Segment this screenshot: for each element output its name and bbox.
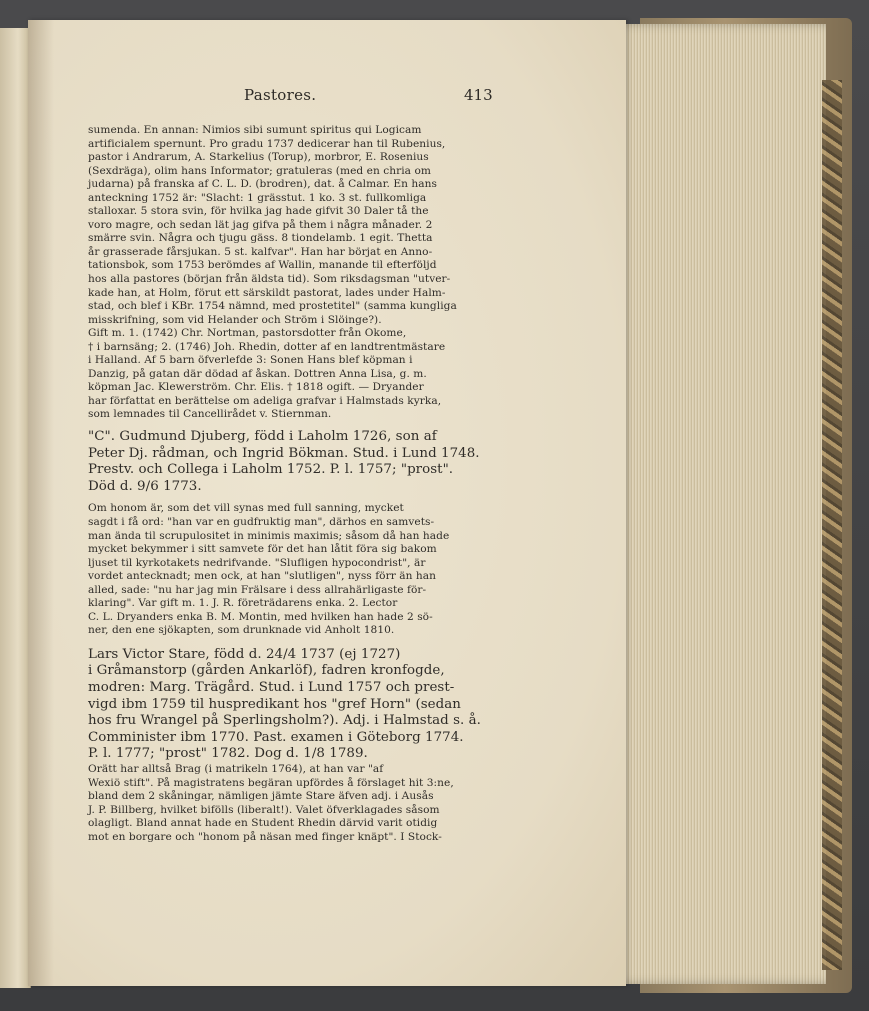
entry-line: hos fru Wrangel på Sperlingsholm?). Adj. i Halmstad s. å. xyxy=(88,713,481,729)
text-line: artificialem spernunt. Pro gradu 1737 dedicerar han til Rubenius, xyxy=(88,137,446,150)
text-line: sumenda. En annan: Nimios sibi sumunt spiritus qui Logicam xyxy=(88,124,422,136)
text-line: vordet antecknadt; men ock, at han "slutligen", nyss förr än han xyxy=(88,570,437,583)
paragraph-block-1 xyxy=(88,124,490,422)
entry-line: Död d. 9/6 1773. xyxy=(88,478,202,494)
text-line: alled, sade: "nu har jag min Frälsare i dess allrahärligaste för- xyxy=(88,583,427,596)
text-line: man ända til scrupulositet in minimis maximis; såsom då han hade xyxy=(88,529,450,542)
paragraph-block-5 xyxy=(88,763,490,844)
text-line: anteckning 1752 är: "Slacht: 1 grässtut. 1 ko. 3 st. fullkomliga xyxy=(88,191,427,204)
entry-line: vigd ibm 1759 til huspredikant hos "gref Horn" (sedan xyxy=(88,696,461,712)
page-number: 413 xyxy=(464,86,493,104)
text-line: judarna) på franska af C. L. D. (brodren), dat. å Calmar. En hans xyxy=(88,178,438,191)
entry-line: "C". Gudmund Djuberg, född i Laholm 1726, son af xyxy=(88,429,437,445)
running-head: Pastores. xyxy=(244,86,317,104)
text-line: mot en borgare och "honom på näsan med finger knäpt". I Stock- xyxy=(88,830,442,843)
marbled-edge xyxy=(822,80,842,970)
text-line: bland dem 2 skåningar, nämligen jämte Stare äfven adj. i Ausås xyxy=(88,790,434,803)
entry-line: modren: Marg. Trägård. Stud. i Lund 1757 och prest- xyxy=(88,680,455,696)
spacer xyxy=(88,422,490,429)
text-line: köpman Jac. Klewerström. Chr. Elis. † 1818 ogift. — Dryander xyxy=(88,381,424,394)
text-line: klaring". Var gift m. 1. J. R. företrädarens enka. 2. Lector xyxy=(88,597,398,610)
text-line: misskrifning, som vid Helander och Ström i Slöinge?). xyxy=(88,313,382,326)
spacer xyxy=(88,638,490,647)
page-text xyxy=(88,124,490,844)
text-line: Gift m. 1. (1742) Chr. Nortman, pastorsdotter från Okome, xyxy=(88,327,407,340)
entry-line: Prestv. och Collega i Laholm 1752. P. l. 1757; "prost". xyxy=(88,462,454,478)
text-line: år grasserade fårsjukan. 5 st. kalfvar". Han har börjat en Anno- xyxy=(88,245,433,258)
text-line: som lemnades til Cancellirådet v. Stiernman. xyxy=(88,408,332,421)
text-line: stalloxar. 5 stora svin, för hvilka jag hade gifvit 30 Daler tå the xyxy=(88,205,429,218)
entry-stare xyxy=(88,647,490,763)
entry-line: Peter Dj. rådman, och Ingrid Bökman. Stud. i Lund 1748. xyxy=(88,445,480,461)
text-line: sagdt i få ord: "han var en gudfruktig man", därhos en samvets- xyxy=(88,515,435,528)
entry-line: i Gråmanstorp (gården Ankarlöf), fadren kronfogde, xyxy=(88,663,445,679)
text-line: olagligt. Bland annat hade en Student Rhedin därvid varit otidig xyxy=(88,817,438,830)
entry-line: Comminister ibm 1770. Past. examen i Göteborg 1774. xyxy=(88,729,464,745)
text-line: har författat en berättelse om adeliga grafvar i Halmstads kyrka, xyxy=(88,394,442,407)
left-page-edge xyxy=(0,28,31,988)
text-line: kade han, at Holm, förut ett särskildt pastorat, lades under Halm- xyxy=(88,286,446,299)
text-line: C. L. Dryanders enka B. M. Montin, med hvilken han hade 2 sö- xyxy=(88,610,433,623)
text-line: hos alla pastores (början från äldsta tid). Som riksdagsman "utver- xyxy=(88,273,451,286)
entry-line: P. l. 1777; "prost" 1782. Dog d. 1/8 1789. xyxy=(88,746,368,762)
text-line: ljuset til kyrkotakets nedrifvande. "Slufligen hypocondrist", är xyxy=(88,556,426,569)
text-line: pastor i Andrarum, A. Starkelius (Torup), morbror, E. Rosenius xyxy=(88,151,429,164)
text-line: Orätt har alltså Brag (i matrikeln 1764), at han var "af xyxy=(88,763,384,776)
text-line: stad, och blef i KBr. 1754 nämnd, med prostetitel" (samma kungliga xyxy=(88,300,457,313)
text-line: i Halland. Af 5 barn öfverlefde 3: Sonen Hans blef köpman i xyxy=(88,354,413,367)
text-line: Danzig, på gatan där dödad af åskan. Dottren Anna Lisa, g. m. xyxy=(88,367,427,380)
text-line: mycket bekymmer i sitt samvete för det han låtit föra sig bakom xyxy=(88,543,437,556)
text-line: Om honom är, som det vill synas med full sanning, mycket xyxy=(88,502,404,515)
text-line: Wexiö stift". På magistratens begäran upfördes å förslaget hit 3:ne, xyxy=(88,776,454,789)
page-stack-edge xyxy=(612,24,826,984)
spacer xyxy=(88,495,490,502)
text-line: voro magre, och sedan lät jag gifva på them i några månader. 2 xyxy=(88,218,433,231)
text-line: ner, den ene sjökapten, som drunknade vid Anholt 1810. xyxy=(88,624,395,637)
entry-line: Lars Victor Stare, född d. 24/4 1737 (ej 1727) xyxy=(88,646,401,662)
page-gutter-shadow xyxy=(28,20,54,986)
entry-djuberg xyxy=(88,429,490,495)
text-line: tationsbok, som 1753 berömdes af Wallin, manande til efterföljd xyxy=(88,259,437,272)
text-line: J. P. Billberg, hvilket bifölls (liberalt!). Valet öfverklagades såsom xyxy=(88,803,440,816)
text-line: smärre svin. Några och tjugu gäss. 8 tiondelamb. 1 egit. Thetta xyxy=(88,232,433,245)
text-line: † i barnsäng; 2. (1746) Joh. Rhedin, dotter af en landtrentmästare xyxy=(88,340,446,353)
paragraph-block-3 xyxy=(88,502,490,637)
text-line: (Sexdräga), olim hans Informator; gratuleras (med en chria om xyxy=(88,164,431,177)
